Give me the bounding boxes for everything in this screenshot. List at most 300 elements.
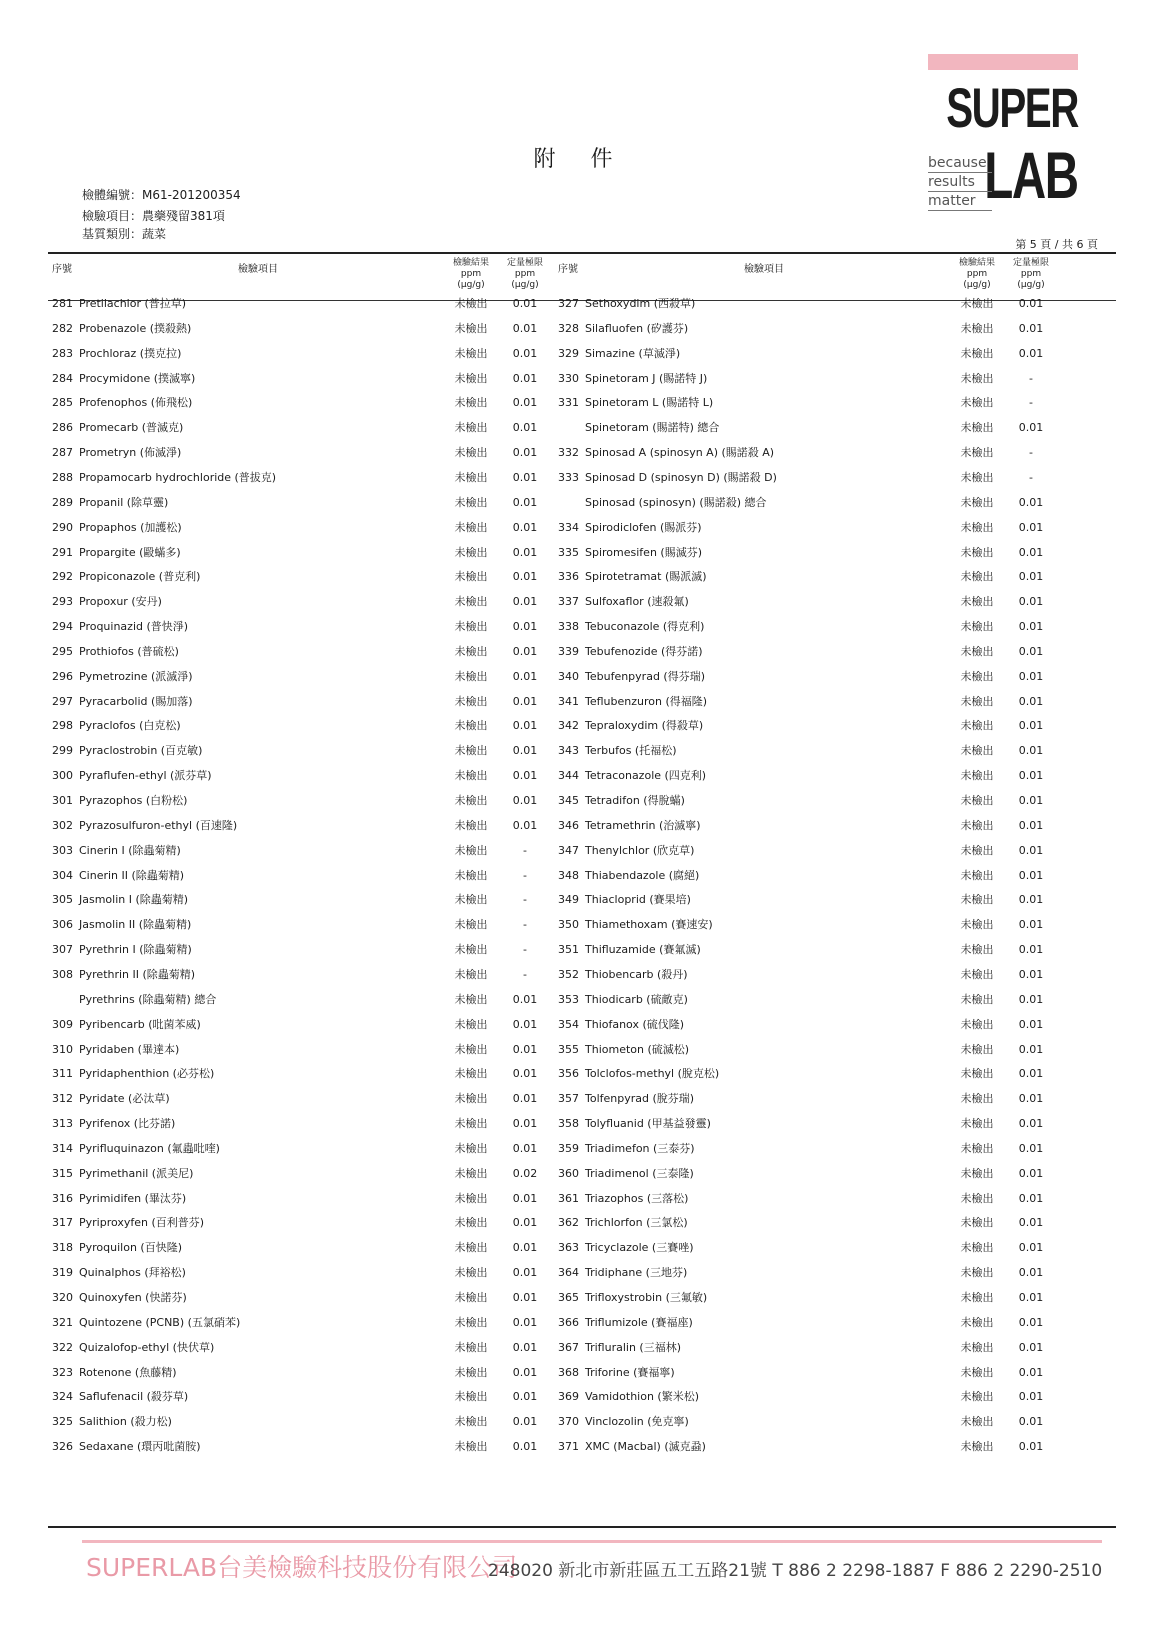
row-number: 284 — [52, 371, 73, 385]
table-row — [52, 1210, 552, 1236]
row-number: 371 — [558, 1440, 579, 1454]
table-row — [52, 639, 552, 665]
row-limit: 0.01 — [512, 769, 538, 783]
table-row — [52, 1310, 552, 1336]
table-row — [558, 738, 1058, 764]
row-item-name: Propanil (除草靈) — [79, 495, 169, 509]
row-item-name: Spirotetramat (賜派滅) — [585, 570, 707, 584]
row-limit: 0.01 — [1018, 769, 1044, 783]
row-result: 未檢出 — [960, 719, 994, 733]
row-limit: 0.01 — [512, 421, 538, 435]
table-row — [558, 664, 1058, 690]
row-result: 未檢出 — [960, 943, 994, 957]
row-number: 300 — [52, 769, 73, 783]
row-item-name: Pyrifluquinazon (氟蟲吡喹) — [79, 1141, 220, 1155]
row-result: 未檢出 — [454, 297, 488, 310]
row-limit: 0.01 — [1018, 893, 1044, 907]
row-result: 未檢出 — [960, 346, 994, 360]
row-number: 343 — [558, 744, 579, 758]
row-number: 293 — [52, 595, 73, 609]
table-row — [558, 639, 1058, 665]
row-item-name: Triadimenol (三泰隆) — [585, 1166, 694, 1180]
row-number: 324 — [52, 1390, 73, 1404]
row-item-name: Procymidone (撲滅寧) — [79, 371, 196, 385]
row-number: 306 — [52, 918, 73, 932]
row-item-name: Tetramethrin (治滅寧) — [585, 818, 701, 832]
row-item-name: Thenylchlor (欣克草) — [585, 843, 695, 857]
table-row — [52, 1434, 552, 1460]
table-row — [558, 1037, 1058, 1063]
footer-company-name: SUPERLAB台美檢驗科技股份有限公司 — [86, 1553, 518, 1582]
row-result: 未檢出 — [454, 495, 488, 509]
row-result: 未檢出 — [454, 744, 488, 758]
row-result: 未檢出 — [960, 843, 994, 857]
row-limit: 0.01 — [1018, 1440, 1044, 1454]
header-result-label: 檢驗結果 — [452, 258, 489, 268]
table-row — [558, 937, 1058, 963]
row-limit: - — [1029, 396, 1033, 410]
row-result: 未檢出 — [960, 595, 994, 609]
table-row — [558, 341, 1058, 367]
row-limit: - — [1029, 371, 1033, 385]
table-row — [52, 1360, 552, 1386]
row-limit: - — [523, 967, 527, 981]
logo-super-text: SUPER — [946, 76, 1078, 139]
row-item-name: Probenazole (撲殺熱) — [79, 321, 192, 335]
row-limit: 0.01 — [512, 694, 538, 708]
row-result: 未檢出 — [960, 470, 994, 484]
test-item: 檢驗項目：農藥殘留381項 — [82, 209, 225, 223]
row-number: 304 — [52, 868, 73, 882]
table-row — [52, 987, 552, 1013]
table-row — [52, 1111, 552, 1137]
table-row — [52, 763, 552, 789]
row-number: 345 — [558, 794, 579, 807]
row-limit: 0.01 — [1018, 967, 1044, 981]
row-item-name: Salithion (殺力松) — [79, 1415, 172, 1429]
row-number: 325 — [52, 1415, 73, 1429]
row-item-name: Pyrethrin I (除蟲菊精) — [79, 943, 192, 957]
row-limit: 0.01 — [1018, 520, 1044, 534]
row-limit: 0.01 — [512, 1315, 538, 1329]
row-limit: 0.01 — [1018, 495, 1044, 509]
row-limit: 0.01 — [1018, 868, 1044, 882]
row-number: 365 — [558, 1291, 579, 1304]
row-result: 未檢出 — [454, 321, 488, 335]
row-result: 未檢出 — [454, 719, 488, 733]
table-row — [558, 887, 1058, 913]
row-limit: 0.01 — [1018, 297, 1044, 310]
row-result: 未檢出 — [960, 1241, 994, 1255]
row-item-name: Spinetoram (賜諾特) 總合 — [585, 421, 720, 435]
row-item-name: Tebufenozide (得芬諾) — [585, 644, 703, 658]
row-item-name: Pyridate (必汰草) — [79, 1092, 170, 1106]
table-row — [558, 465, 1058, 491]
row-number: 352 — [558, 967, 579, 981]
row-result: 未檢出 — [960, 1340, 994, 1354]
row-number: 310 — [52, 1042, 73, 1056]
row-limit: 0.01 — [1018, 694, 1044, 708]
row-item-name: Silafluofen (矽護芬) — [585, 321, 689, 335]
table-row — [52, 838, 552, 864]
row-number: 340 — [558, 669, 579, 683]
row-item-name: Pyridaben (畢達本) — [79, 1042, 180, 1056]
row-limit: 0.01 — [512, 1042, 538, 1056]
table-row — [558, 1360, 1058, 1386]
row-number: 355 — [558, 1042, 579, 1056]
row-limit: - — [523, 868, 527, 882]
table-row — [52, 713, 552, 739]
row-result: 未檢出 — [454, 843, 488, 857]
row-number: 328 — [558, 321, 579, 335]
row-number: 361 — [558, 1191, 579, 1205]
row-limit: 0.01 — [512, 992, 538, 1006]
row-number: 286 — [52, 421, 73, 435]
row-result: 未檢出 — [960, 545, 994, 559]
row-number: 363 — [558, 1241, 579, 1255]
row-number: 295 — [52, 644, 73, 658]
row-number: 288 — [52, 470, 73, 484]
table-row — [558, 1061, 1058, 1087]
row-number: 309 — [52, 1017, 73, 1031]
row-item-name: Tepraloxydim (得殺草) — [585, 719, 704, 733]
row-number: 313 — [52, 1117, 73, 1131]
row-item-name: Tridiphane (三地芬) — [585, 1266, 688, 1280]
table-row — [558, 987, 1058, 1013]
table-row — [52, 1086, 552, 1112]
row-limit: 0.01 — [512, 1141, 538, 1155]
header-limit-unit: ppm — [514, 269, 536, 279]
table-row — [558, 614, 1058, 640]
row-limit: 0.01 — [1018, 1017, 1044, 1031]
table-row — [558, 1260, 1058, 1286]
row-number: 281 — [52, 297, 73, 310]
row-number: 357 — [558, 1092, 579, 1106]
table-row — [52, 664, 552, 690]
row-limit: 0.01 — [512, 1092, 538, 1106]
row-result: 未檢出 — [454, 1141, 488, 1155]
sample-number: 檢體編號：M61-201200354 — [82, 188, 241, 202]
row-item-name: Jasmolin I (除蟲菊精) — [79, 893, 189, 907]
row-result: 未檢出 — [454, 1440, 488, 1454]
table-row — [558, 390, 1058, 416]
row-number: 359 — [558, 1141, 579, 1155]
row-item-name: Vamidothion (繁米松) — [585, 1390, 700, 1404]
row-item-name: Spinosad A (spinosyn A) (賜諾殺 A) — [585, 446, 775, 460]
row-result: 未檢出 — [454, 1191, 488, 1205]
row-item-name: Pyraclostrobin (百克敏) — [79, 744, 203, 758]
row-item-name: Pyrethrin II (除蟲菊精) — [79, 967, 196, 981]
table-top-rule — [48, 252, 1116, 254]
row-number: 287 — [52, 446, 73, 460]
row-result: 未檢出 — [454, 992, 488, 1006]
table-row — [52, 1335, 552, 1361]
row-result: 未檢出 — [960, 794, 994, 807]
row-number: 350 — [558, 918, 579, 932]
table-row — [52, 1285, 552, 1311]
header-limit-label: 定量極限 — [1012, 258, 1049, 268]
row-item-name: Propargite (毆蟎多) — [79, 545, 181, 559]
row-limit: 0.01 — [1018, 346, 1044, 360]
row-number: 307 — [52, 943, 73, 957]
row-number: 289 — [52, 495, 73, 509]
table-row — [558, 415, 1058, 441]
logo-pink-bar — [928, 54, 1078, 70]
header-result-unit: ppm — [460, 269, 482, 279]
table-row — [52, 1012, 552, 1038]
row-result: 未檢出 — [454, 1415, 488, 1429]
row-limit: 0.02 — [512, 1166, 538, 1180]
row-result: 未檢出 — [960, 1315, 994, 1329]
row-limit: 0.01 — [1018, 794, 1044, 807]
row-limit: 0.01 — [1018, 1340, 1044, 1354]
row-item-name: Spiromesifen (賜滅芬) — [585, 545, 702, 559]
table-row — [558, 1161, 1058, 1187]
row-result: 未檢出 — [454, 1216, 488, 1230]
row-number: 338 — [558, 620, 579, 634]
row-result: 未檢出 — [960, 1390, 994, 1404]
row-item-name: Tolyfluanid (甲基益發靈) — [585, 1117, 711, 1131]
row-item-name: Vinclozolin (免克寧) — [585, 1415, 689, 1429]
table-row — [52, 515, 552, 541]
table-row — [52, 1235, 552, 1261]
row-limit: 0.01 — [1018, 669, 1044, 683]
header-item-right: 檢驗項目 — [744, 264, 784, 275]
row-number: 339 — [558, 644, 579, 658]
row-result: 未檢出 — [454, 1067, 488, 1081]
row-result: 未檢出 — [960, 520, 994, 534]
row-number: 297 — [52, 694, 73, 708]
row-limit: 0.01 — [1018, 1315, 1044, 1329]
row-item-name: Triforine (賽福寧) — [585, 1365, 675, 1379]
row-result: 未檢出 — [960, 1117, 994, 1131]
row-limit: 0.01 — [1018, 1117, 1044, 1131]
row-limit: 0.01 — [512, 620, 538, 634]
table-row — [52, 912, 552, 938]
table-row — [558, 1434, 1058, 1460]
row-item-name: Proquinazid (普快淨) — [79, 620, 189, 634]
row-result: 未檢出 — [960, 297, 994, 310]
row-limit: 0.01 — [512, 818, 538, 832]
row-limit: 0.01 — [512, 570, 538, 584]
row-limit: 0.01 — [1018, 719, 1044, 733]
row-limit: 0.01 — [512, 744, 538, 758]
row-item-name: Sulfoxaflor (速殺氟) — [585, 595, 689, 609]
row-item-name: Simazine (草滅淨) — [585, 346, 681, 360]
row-limit: 0.01 — [512, 396, 538, 410]
table-bottom-rule — [48, 1526, 1116, 1528]
row-result: 未檢出 — [454, 1340, 488, 1354]
row-limit: 0.01 — [512, 470, 538, 484]
row-number: 290 — [52, 520, 73, 534]
header-item-left: 檢驗項目 — [238, 264, 278, 275]
header-result-label: 檢驗結果 — [958, 258, 995, 268]
table-row — [558, 838, 1058, 864]
row-number: 305 — [52, 893, 73, 907]
table-row — [558, 291, 1058, 317]
row-result: 未檢出 — [454, 470, 488, 484]
row-result: 未檢出 — [454, 794, 488, 807]
table-row — [52, 490, 552, 516]
row-number: 318 — [52, 1241, 73, 1255]
table-row — [558, 1235, 1058, 1261]
table-row — [558, 962, 1058, 988]
row-number: 321 — [52, 1315, 73, 1329]
table-row — [558, 1111, 1058, 1137]
row-limit: 0.01 — [512, 297, 538, 310]
row-item-name: Spinosad (spinosyn) (賜諾殺) 總合 — [585, 495, 767, 509]
table-row — [52, 1161, 552, 1187]
row-limit: 0.01 — [512, 595, 538, 609]
row-item-name: Quinalphos (拜裕松) — [79, 1266, 186, 1280]
row-number: 335 — [558, 545, 579, 559]
row-item-name: Pyraclofos (白克松) — [79, 719, 181, 733]
table-row — [558, 440, 1058, 466]
logo-word: results — [928, 173, 992, 192]
row-limit: 0.01 — [1018, 321, 1044, 335]
row-result: 未檢出 — [960, 1067, 994, 1081]
row-result: 未檢出 — [454, 595, 488, 609]
row-number: 294 — [52, 620, 73, 634]
row-result: 未檢出 — [960, 918, 994, 932]
row-result: 未檢出 — [960, 1017, 994, 1031]
row-limit: 0.01 — [1018, 1241, 1044, 1255]
row-number: 315 — [52, 1166, 73, 1180]
superlab-logo — [928, 54, 1078, 214]
table-row — [558, 1136, 1058, 1162]
row-number: 296 — [52, 669, 73, 683]
row-item-name: XMC (Macbal) (滅克蝨) — [585, 1440, 706, 1454]
header-limit-unit2: (μg/g) — [1017, 280, 1045, 290]
table-row — [52, 887, 552, 913]
row-result: 未檢出 — [454, 943, 488, 957]
row-limit: 0.01 — [512, 321, 538, 335]
row-item-name: Propoxur (安丹) — [79, 595, 162, 609]
table-row — [52, 863, 552, 889]
table-row — [52, 1136, 552, 1162]
table-row — [52, 738, 552, 764]
row-item-name: Thiofanox (硫伐隆) — [585, 1017, 685, 1031]
row-item-name: Pyrazophos (白粉松) — [79, 794, 188, 807]
header-result-left — [446, 258, 496, 291]
row-number: 356 — [558, 1067, 579, 1081]
row-item-name: Thiamethoxam (賽速安) — [585, 918, 713, 932]
row-limit: 0.01 — [1018, 1390, 1044, 1404]
row-result: 未檢出 — [454, 371, 488, 385]
row-item-name: Trichlorfon (三氯松) — [585, 1216, 688, 1230]
row-item-name: Pyribencarb (吡菌苯威) — [79, 1017, 201, 1031]
row-result: 未檢出 — [454, 620, 488, 634]
row-result: 未檢出 — [454, 446, 488, 460]
row-limit: 0.01 — [1018, 943, 1044, 957]
row-item-name: Pyriproxyfen (百利普芬) — [79, 1216, 205, 1230]
row-number: 319 — [52, 1266, 73, 1280]
row-result: 未檢出 — [960, 1166, 994, 1180]
table-row — [558, 564, 1058, 590]
row-limit: 0.01 — [512, 1067, 538, 1081]
row-item-name: Triadimefon (三泰芬) — [585, 1141, 695, 1155]
row-result: 未檢出 — [454, 967, 488, 981]
row-number: 327 — [558, 297, 579, 310]
row-item-name: Cinerin II (除蟲菊精) — [79, 868, 185, 882]
row-limit: 0.01 — [1018, 545, 1044, 559]
table-row — [558, 1285, 1058, 1311]
logo-word: because — [928, 154, 992, 173]
row-limit: 0.01 — [512, 1017, 538, 1031]
row-item-name: Propamocarb hydrochloride (普拔克) — [79, 470, 277, 484]
table-row — [558, 1384, 1058, 1410]
table-row — [52, 788, 552, 814]
row-item-name: Spinetoram L (賜諾特 L) — [585, 396, 714, 410]
row-number: 302 — [52, 818, 73, 832]
row-item-name: Spirodiclofen (賜派芬) — [585, 520, 702, 534]
row-number: 334 — [558, 520, 579, 534]
table-row — [558, 713, 1058, 739]
row-result: 未檢出 — [454, 1092, 488, 1106]
table-row — [52, 540, 552, 566]
row-limit: 0.01 — [512, 1440, 538, 1454]
table-row — [558, 689, 1058, 715]
row-number: 320 — [52, 1291, 73, 1304]
row-item-name: Thiabendazole (腐絕) — [585, 868, 700, 882]
table-row — [52, 1186, 552, 1212]
header-result-right — [952, 258, 1002, 291]
row-number: 354 — [558, 1017, 579, 1031]
table-row — [52, 614, 552, 640]
row-number: 342 — [558, 719, 579, 733]
table-row — [52, 316, 552, 342]
row-item-name: Quizalofop-ethyl (快伏草) — [79, 1340, 215, 1354]
row-result: 未檢出 — [454, 570, 488, 584]
row-result: 未檢出 — [960, 421, 994, 435]
row-result: 未檢出 — [454, 669, 488, 683]
row-limit: 0.01 — [512, 520, 538, 534]
row-result: 未檢出 — [454, 1291, 488, 1304]
table-row — [52, 341, 552, 367]
row-limit: 0.01 — [512, 346, 538, 360]
header-result-unit2: (μg/g) — [963, 280, 991, 290]
row-limit: 0.01 — [512, 644, 538, 658]
row-item-name: Rotenone (魚藤精) — [79, 1365, 177, 1379]
row-limit: 0.01 — [1018, 1191, 1044, 1205]
table-row — [52, 1260, 552, 1286]
table-row — [558, 589, 1058, 615]
row-number: 292 — [52, 570, 73, 584]
logo-lab-text: LAB — [984, 138, 1078, 212]
row-item-name: Pyrazosulfuron-ethyl (百速隆) — [79, 818, 238, 832]
row-number: 332 — [558, 446, 579, 460]
row-item-name: Jasmolin II (除蟲菊精) — [79, 918, 192, 932]
row-number: 362 — [558, 1216, 579, 1230]
row-limit: - — [523, 843, 527, 857]
row-number: 326 — [52, 1440, 73, 1454]
row-result: 未檢出 — [454, 545, 488, 559]
row-limit: 0.01 — [512, 371, 538, 385]
row-result: 未檢出 — [454, 769, 488, 783]
table-row — [558, 813, 1058, 839]
row-result: 未檢出 — [960, 1365, 994, 1379]
row-item-name: Trifloxystrobin (三氟敏) — [585, 1291, 708, 1304]
row-item-name: Tetradifon (得脫蟎) — [585, 794, 685, 807]
row-result: 未檢出 — [960, 1440, 994, 1454]
row-item-name: Cinerin I (除蟲菊精) — [79, 843, 181, 857]
table-row — [52, 390, 552, 416]
row-result: 未檢出 — [960, 893, 994, 907]
row-limit: 0.01 — [1018, 1266, 1044, 1280]
row-limit: 0.01 — [1018, 992, 1044, 1006]
table-row — [52, 689, 552, 715]
header-no-right: 序號 — [558, 264, 578, 275]
